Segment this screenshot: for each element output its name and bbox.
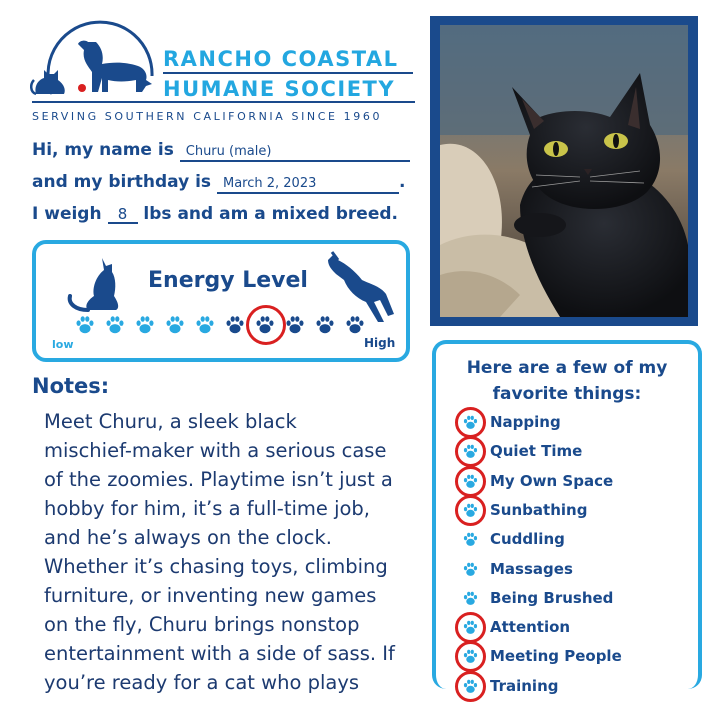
notes-line: of the zoomies. Playtime isn’t just a: [44, 468, 393, 491]
org-tagline: SERVING SOUTHERN CALIFORNIA SINCE 1960: [32, 110, 383, 123]
favorite-label: Massages: [490, 559, 573, 578]
notes-line: furniture, or inventing new games: [44, 584, 377, 607]
favorite-item: [454, 410, 694, 436]
paw-icon: [104, 314, 126, 336]
favorite-paw: [460, 617, 482, 639]
favorite-paw: [460, 412, 482, 434]
notes-title: Notes:: [32, 374, 110, 398]
paw-icon: [462, 561, 479, 578]
favorite-label: Cuddling: [490, 530, 565, 549]
energy-title: Energy Level: [148, 268, 308, 293]
selected-favorite-circle: [455, 612, 486, 643]
notes-line: mischief-maker with a serious case: [44, 439, 387, 462]
selected-favorite-circle: [455, 641, 486, 672]
weight-suffix: lbs and am a mixed breed.: [143, 204, 398, 224]
selected-favorite-circle: [455, 495, 486, 526]
energy-paw: [344, 314, 368, 338]
favorite-label: Sunbathing: [490, 500, 588, 519]
org-name-line2: HUMANE SOCIETY: [163, 77, 396, 101]
notes-line: and he’s always on the clock.: [44, 526, 332, 549]
energy-paw: [194, 314, 218, 338]
favorite-label: Attention: [490, 618, 571, 637]
selected-level-circle: [246, 305, 286, 345]
favorite-paw: [460, 529, 482, 551]
favorites-title-line2: favorite things:: [492, 384, 642, 404]
paw-icon: [462, 531, 479, 548]
energy-paw: [224, 314, 248, 338]
energy-high-label: High: [364, 336, 396, 350]
birthday-suffix: .: [398, 172, 406, 192]
energy-paw-scale: [74, 314, 374, 340]
favorite-paw: [460, 588, 482, 610]
paw-icon: [74, 314, 96, 336]
weight-prefix: I weigh: [32, 204, 102, 224]
intro-weight-line: [32, 204, 398, 224]
logo-emblem-icon: [30, 14, 160, 98]
energy-low-label: low: [52, 338, 74, 351]
favorite-item: [454, 615, 694, 641]
favorite-item: [454, 439, 694, 465]
energy-paw: [74, 314, 98, 338]
favorite-item: [454, 644, 694, 670]
logo-divider: [163, 72, 413, 74]
notes-line: Whether it’s chasing toys, climbing: [44, 555, 388, 578]
notes-line: hobby for him, it’s a full-time job,: [44, 497, 371, 520]
favorites-title-line1: Here are a few of my: [466, 358, 668, 378]
birthday-field: March 2, 2023: [217, 176, 399, 194]
favorite-paw: [460, 441, 482, 463]
energy-paw: [284, 314, 308, 338]
favorites-box: [432, 340, 702, 695]
notes-line: you’re ready for a cat who plays: [44, 671, 360, 694]
favorite-item: [454, 557, 694, 583]
paw-icon: [164, 314, 186, 336]
paw-icon: [194, 314, 216, 336]
cat-photo: [440, 25, 688, 317]
birthday-prefix: and my birthday is: [32, 172, 212, 192]
notes-line: on the fly, Churu brings nonstop: [44, 613, 360, 636]
favorite-paw: [460, 676, 482, 698]
logo: [30, 14, 415, 124]
energy-paw: [104, 314, 128, 338]
favorite-item: [454, 674, 694, 700]
favorite-paw: [460, 559, 482, 581]
favorite-label: Being Brushed: [490, 588, 614, 607]
favorite-paw: [460, 500, 482, 522]
favorite-paw: [460, 646, 482, 668]
favorite-item: [454, 527, 694, 553]
pet-photo-frame: [430, 16, 698, 326]
energy-paw-selected: [254, 314, 278, 338]
intro-name-line: [32, 140, 410, 162]
notes-line: entertainment with a side of sass. If: [44, 642, 395, 665]
selected-favorite-circle: [455, 407, 486, 438]
sitting-cat-icon: [66, 254, 136, 312]
paw-icon: [224, 314, 246, 336]
selected-favorite-circle: [455, 671, 486, 702]
energy-paw: [314, 314, 338, 338]
selected-favorite-circle: [455, 436, 486, 467]
paw-icon: [134, 314, 156, 336]
favorite-paw: [460, 471, 482, 493]
paw-icon: [344, 314, 366, 336]
notes-body: [44, 407, 424, 697]
favorite-item: [454, 469, 694, 495]
weight-field: 8: [108, 206, 138, 224]
paw-icon: [462, 590, 479, 607]
intro-birthday-line: [32, 172, 405, 194]
favorite-label: My Own Space: [490, 471, 614, 490]
energy-paw: [134, 314, 158, 338]
paw-icon: [284, 314, 306, 336]
favorite-item: [454, 586, 694, 612]
favorite-label: Training: [490, 676, 559, 695]
org-name-line1: RANCHO COASTAL: [163, 47, 399, 71]
logo-underline: [32, 101, 415, 103]
energy-paw: [164, 314, 188, 338]
favorite-label: Napping: [490, 413, 561, 431]
selected-favorite-circle: [455, 466, 486, 497]
favorite-item: [454, 498, 694, 524]
energy-level-box: [32, 240, 410, 362]
favorite-label: Quiet Time: [490, 442, 583, 461]
notes-line: Meet Churu, a sleek black: [44, 410, 297, 433]
paw-icon: [314, 314, 336, 336]
name-prefix: Hi, my name is: [32, 140, 174, 160]
favorite-label: Meeting People: [490, 647, 622, 666]
name-field: Churu (male): [180, 144, 410, 162]
